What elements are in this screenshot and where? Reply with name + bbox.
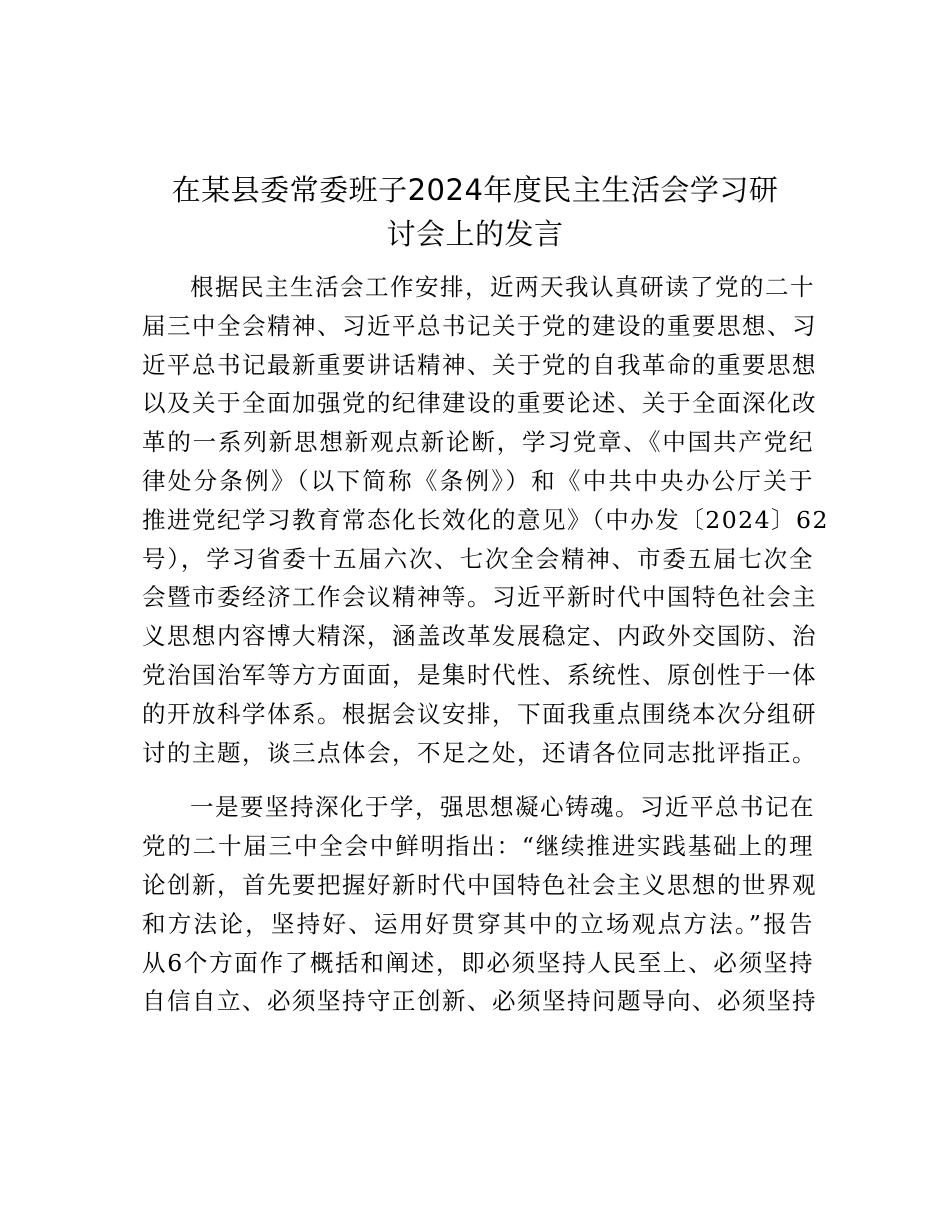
text-line: 号），学习省委十五届六次、七次全会精神、市委五届七次全 (142, 544, 814, 573)
text-line: 会暨市委经济工作会议精神等。习近平新时代中国特色社会主 (142, 583, 817, 612)
text-line: 律处分条例》（以下简称《条例》）和《中共中央办公厅关于 (142, 466, 814, 495)
text-line: 义思想内容博大精深，涵盖改革发展稳定、内政外交国防、治 (142, 622, 817, 651)
paragraph-spacer (142, 772, 814, 788)
text-line: 革的一系列新思想新观点新论断，学习党章、《中国共产党纪 (142, 428, 814, 457)
text-line: 推进党纪学习教育常态化长效化的意见》（中办发〔2024〕62 (142, 505, 829, 534)
text-line: 届三中全会精神、习近平总书记关于党的建设的重要思想、习 (142, 311, 817, 340)
text-line: 以及关于全面加强党的纪律建设的重要论述、关于全面深化改 (142, 389, 817, 418)
text-line: 讨的主题，谈三点体会，不足之处，还请各位同志批评指正。 (142, 738, 817, 767)
text-line: 的开放科学体系。根据会议安排，下面我重点围绕本次分组研 (142, 699, 817, 728)
paragraph-1 (142, 268, 829, 772)
text-line: 根据民主生活会工作安排，近两天我认真研读了党的二十 (190, 273, 815, 301)
text-line: 自信自立、必须坚持守正创新、必须坚持问题导向、必须坚持 (142, 987, 817, 1016)
text-line: 一是要坚持深化于学，强思想凝心铸魂。习近平总书记在 (190, 793, 815, 822)
text-line: 党治国治军等方方面面，是集时代性、系统性、原创性于一体 (142, 660, 817, 689)
text-line: 论创新，首先要把握好新时代中国特色社会主义思想的世界观 (142, 870, 817, 899)
document-title (130, 168, 820, 256)
text-line: 党的二十届三中全会中鲜明指出：“继续推进实践基础上的理 (142, 832, 814, 861)
title-line: 讨会上的发言 (386, 217, 564, 251)
text-line: 近平总书记最新重要讲话精神、关于党的自我革命的重要思想 (142, 350, 817, 379)
title-line: 在某县委常委班子2024年度民主生活会学习研 (171, 173, 779, 207)
document-body (142, 268, 829, 1021)
text-line: 和方法论，坚持好、运用好贯穿其中的立场观点方法。”报告 (142, 909, 814, 938)
text-line: 从6个方面作了概括和阐述，即必须坚持人民至上、必须坚持 (142, 948, 814, 977)
paragraph-2 (142, 788, 817, 1021)
